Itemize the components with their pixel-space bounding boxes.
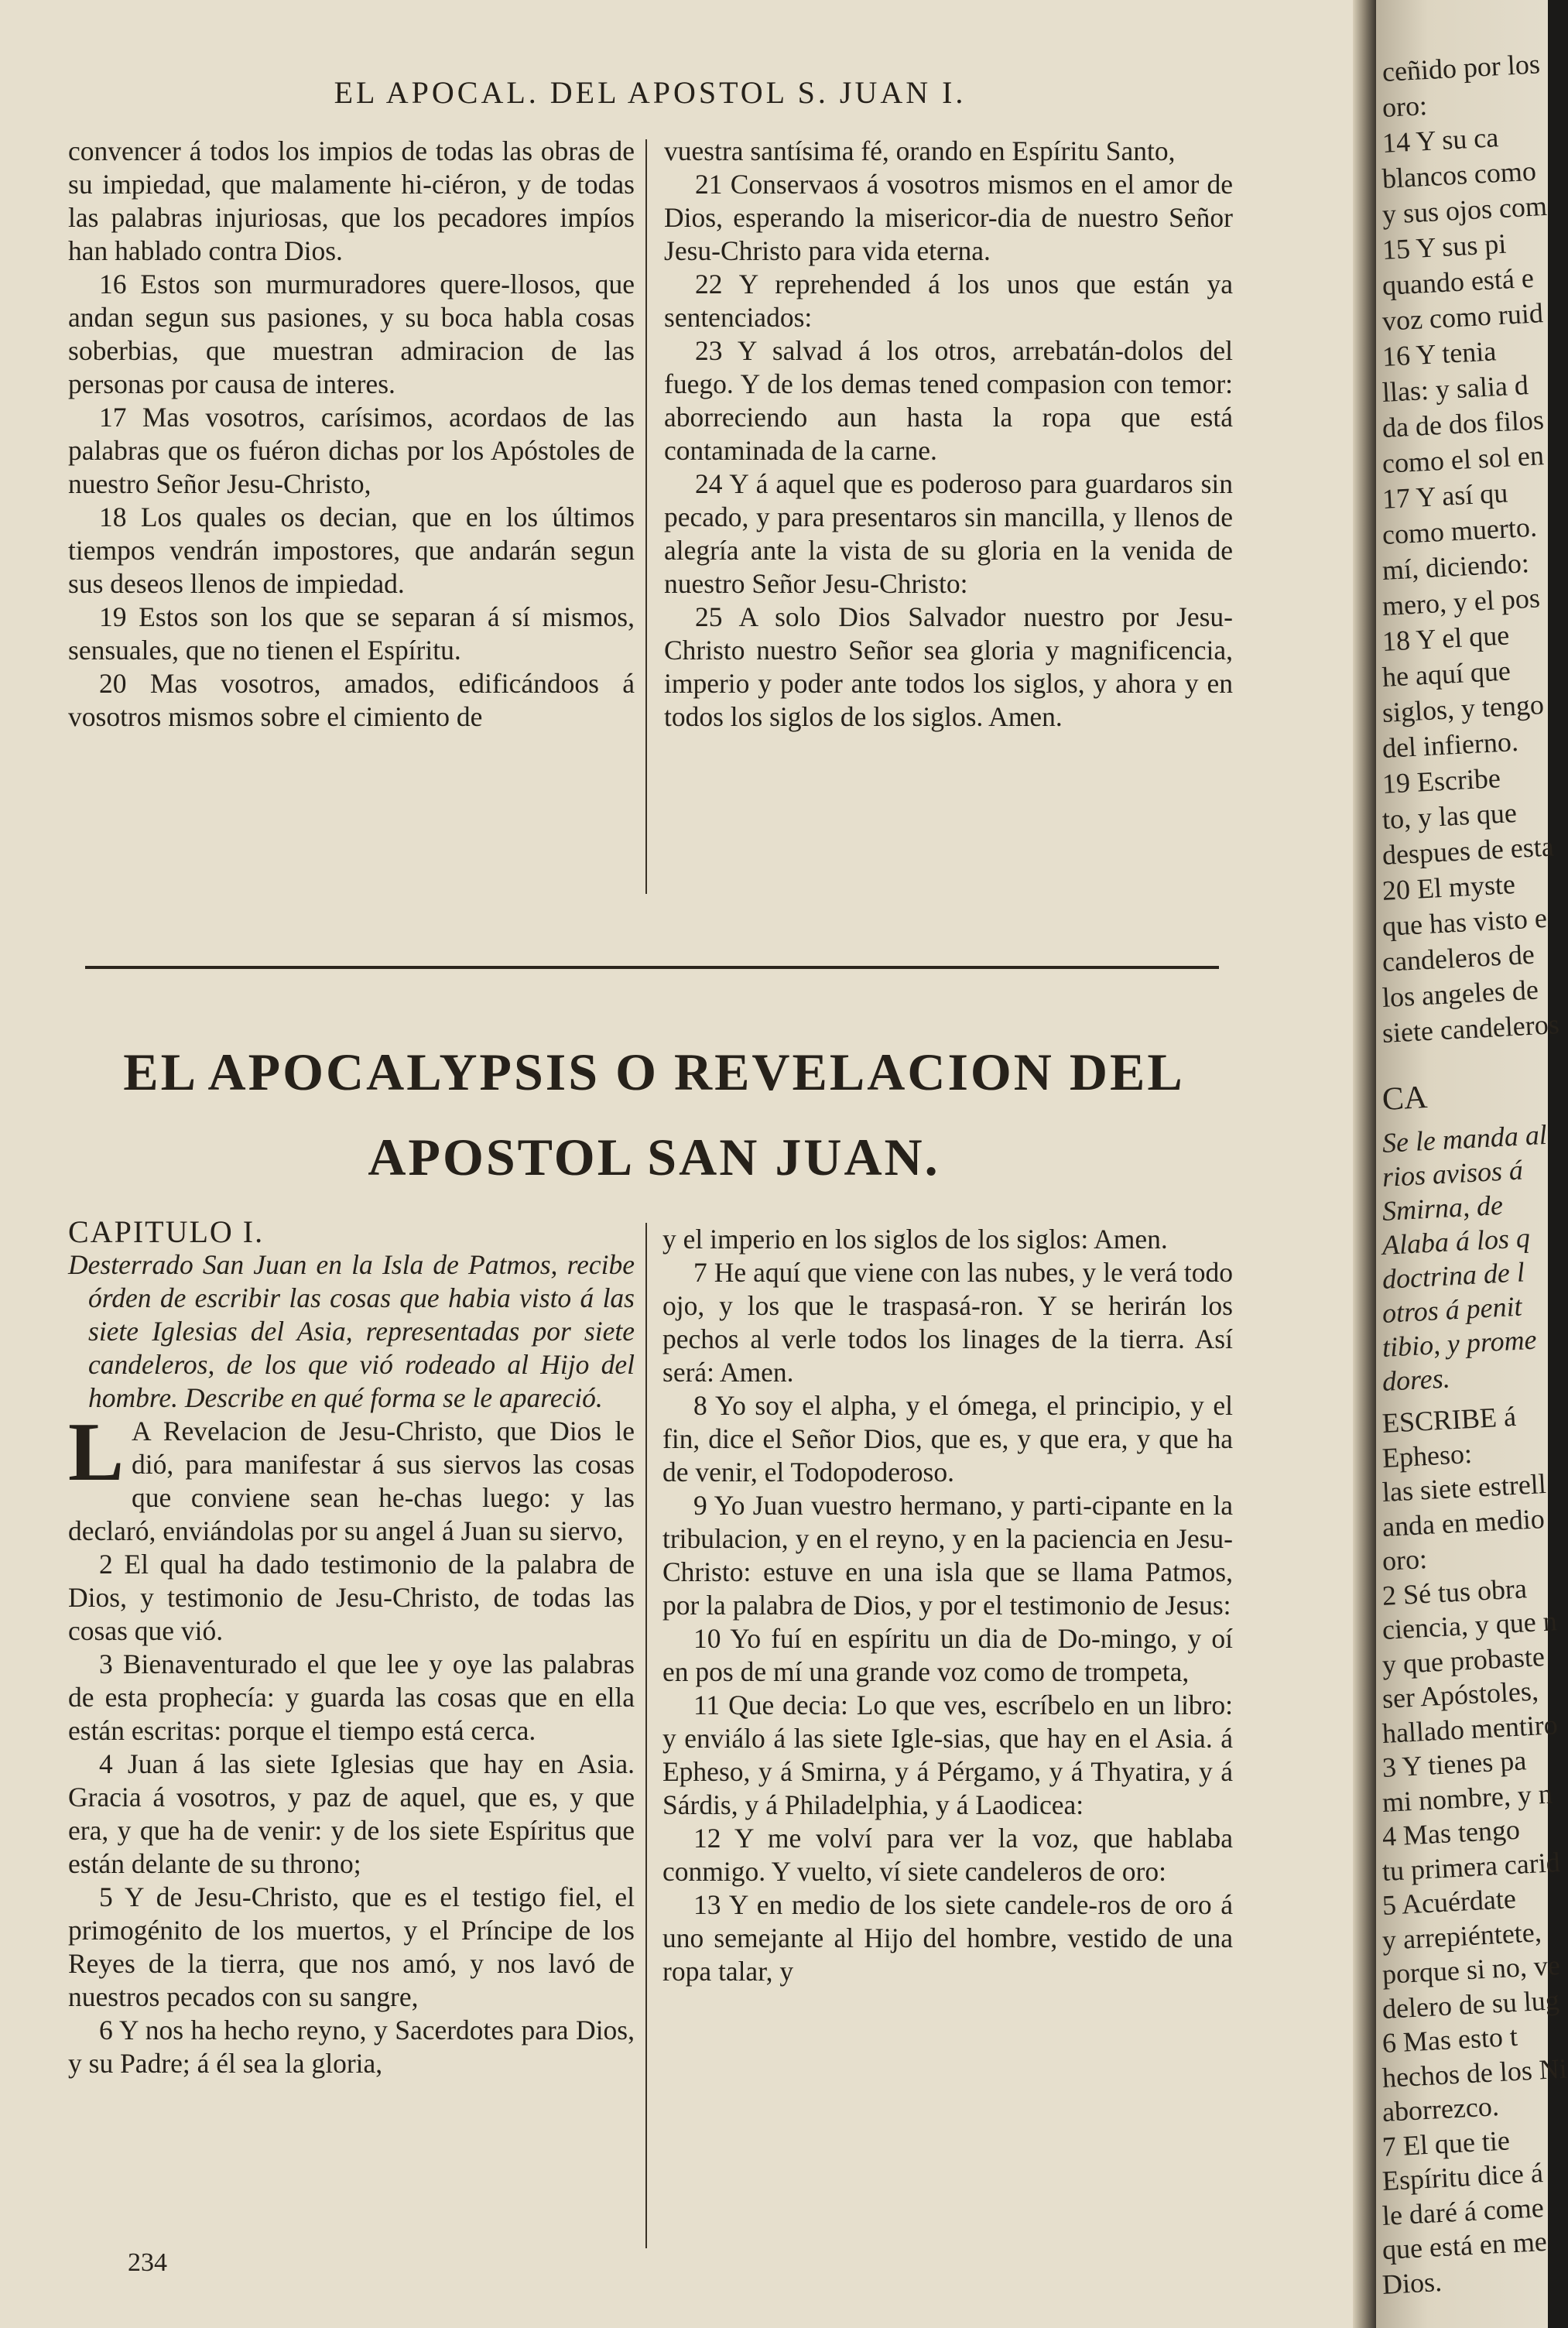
right-page-line: aborrezco. — [1381, 2090, 1500, 2128]
right-page-line: dores. — [1381, 1362, 1451, 1397]
right-page-line: que está en me — [1381, 2225, 1548, 2265]
right-page-line: tu primera carid — [1381, 1846, 1561, 1887]
verse-paragraph: 6 Y nos ha hecho reyno, y Sacerdotes para Dios, y su Padre; á él sea la gloria, — [68, 2015, 635, 2079]
right-page-line: candeleros de — [1381, 938, 1535, 977]
right-page-line: Se le manda al — [1381, 1118, 1548, 1159]
book-title-line: EL APOCALYPSIS O REVELACION DEL — [123, 1042, 1185, 1101]
right-page-line: hechos de los Ni — [1381, 2052, 1568, 2093]
right-page-line: mí, diciendo: — [1381, 547, 1530, 586]
verse-paragraph: 19 Estos son los que se separan á sí mismos, sensuales, que no tienen el Espíritu. — [68, 601, 635, 666]
right-page-line: y sus ojos com — [1381, 190, 1548, 230]
verse-paragraph: 18 Los quales os decian, que en los últimos tiempos vendrán impostores, que andarán segun sus deseos llenos de impiedad. — [68, 502, 635, 599]
right-page-line: anda en medio — [1381, 1502, 1546, 1542]
top-right-column — [664, 135, 1233, 734]
right-page-line: y que probaste — [1381, 1640, 1546, 1680]
book-title — [54, 1029, 1254, 1200]
verse-paragraph — [68, 1406, 635, 1548]
top-left-column — [68, 135, 635, 734]
right-page-line: 16 Y tenia — [1381, 335, 1498, 372]
right-page-line: 4 Mas tengo — [1381, 1813, 1521, 1852]
right-page-line: 3 Y tienes pa — [1381, 1744, 1528, 1783]
right-page-line: rios avisos á — [1381, 1154, 1524, 1193]
right-page-line: CA — [1381, 1079, 1429, 1118]
right-page-line: mero, y el pos — [1381, 582, 1541, 621]
right-page-line: otros á penit — [1381, 1290, 1523, 1329]
verse-paragraph: 3 Bienaventurado el que lee y oye las palabras de esta prophecía: y guarda las cosas que en ella están escritas: porque el tiempo está cerca. — [68, 1648, 635, 1746]
verse-paragraph: 10 Yo fuí en espíritu un dia de Do-mingo, y oí en pos de mí una grande voz como de trompeta, — [662, 1623, 1233, 1687]
verse-paragraph: vuestra santísima fé, orando en Espíritu Santo, — [664, 135, 1176, 166]
verse-paragraph: 8 Yo soy el alpha, y el ómega, el principio, y el fin, dice el Señor Dios, que es, y que era, y que ha de venir, el Todopoderoso. — [662, 1390, 1233, 1488]
right-page-line: ser Apóstoles, — [1381, 1675, 1539, 1714]
right-page-line: despues de esta — [1381, 830, 1555, 871]
right-page-line: que has visto e — [1381, 902, 1548, 942]
verse-paragraph: 11 Que decia: Lo que ves, escríbelo en un libro: y enviálo á las siete Igle-sias, que hay en el Asia. á Epheso, y á Smirna, y á Pérgamo, y á Thyatira, y á Sárdis, y á Philadelphia, y á Laodicea: — [662, 1690, 1233, 1820]
right-page-line: 7 El que tie — [1381, 2124, 1511, 2162]
book-gutter — [1353, 0, 1376, 2328]
right-page-line: quando está e — [1381, 262, 1535, 301]
bottom-right-column — [662, 1223, 1233, 1988]
right-page-line: doctrina de l — [1381, 1256, 1525, 1295]
book-title-line: APOSTOL SAN JUAN. — [368, 1128, 940, 1186]
column-divider — [645, 139, 647, 894]
verse-paragraph: 24 Y á aquel que es poderoso para guardaros sin pecado, y para presentaros sin mancilla, y llenos de alegría ante la vista de su gloria en la venida de nuestro Señor Jesu-Christo: — [664, 468, 1233, 599]
right-page-line: 6 Mas esto t — [1381, 2020, 1518, 2059]
right-page-line: le daré á come — [1381, 2191, 1545, 2231]
right-page-line: del infierno. — [1381, 725, 1519, 764]
right-page-line: voz como ruid — [1381, 297, 1544, 337]
verse-paragraph: y el imperio en los siglos de los siglos: Amen. — [662, 1224, 1168, 1255]
right-page-line: 18 Y el que — [1381, 619, 1511, 657]
page-number: 234 — [128, 2248, 167, 2277]
right-page-line: los angeles de — [1381, 974, 1539, 1013]
verse-paragraph: 12 Y me volví para ver la voz, que hablaba conmigo. Y vuelto, ví siete candeleros de oro: — [662, 1823, 1233, 1887]
right-page-line: ceñido por los — [1381, 48, 1541, 87]
right-page-line: he aquí que — [1381, 655, 1512, 693]
chapter-heading: CAPITULO I. — [68, 1214, 265, 1249]
right-page-line: 20 El myste — [1381, 868, 1516, 906]
verse-text: A Revelacion de Jesu-Christo, que Dios le dió, para manifestar á sus siervos las cosas que conviene sean he-chas luego: y las declaró, enviándolas por su angel á Juan su siervo, — [68, 1416, 635, 1546]
verse-paragraph: 5 Y de Jesu-Christo, que es el testigo fiel, el primogénito de los muertos, y el Príncipe de los Reyes de la tierra, que nos amó, y nos lavó de nuestros pecados con su sangre, — [68, 1881, 635, 2012]
right-page-line: porque si no, ve — [1381, 1949, 1561, 1990]
section-divider — [85, 966, 1219, 969]
verse-paragraph: 20 Mas vosotros, amados, edificándoos á vosotros mismos sobre el cimiento de — [68, 668, 635, 732]
bottom-left-column — [68, 1215, 635, 2080]
verse-paragraph: 21 Conservaos á vosotros mismos en el amor de Dios, esperando la misericor-dia de nuestro Señor Jesu-Christo para vida eterna. — [664, 169, 1233, 266]
right-page-line: ciencia, y que n — [1381, 1605, 1558, 1645]
right-page-line: Epheso: — [1381, 1437, 1473, 1474]
verse-paragraph: 23 Y salvad á los otros, arrebatán-dolos del fuego. Y de los demas tened compasion con temor: aborreciendo aun hasta la ropa que está contaminada de la carne. — [664, 335, 1233, 466]
right-page-line: hallado mentiro — [1381, 1708, 1559, 1749]
column-divider — [645, 1223, 647, 2248]
running-head: EL APOCAL. DEL APOSTOL S. JUAN I. — [334, 75, 967, 110]
right-page-line: como el sol en — [1381, 440, 1545, 479]
verse-paragraph: 7 He aquí que viene con las nubes, y le verá todo ojo, y los que le traspasá-ron. Y se herirán los pechos al verle todos los linages de la tierra. Así será: Amen. — [662, 1257, 1233, 1388]
right-page-line: oro: — [1381, 1542, 1428, 1577]
right-page-line: mi nombre, y n — [1381, 1778, 1553, 1818]
right-page-line: siete candeleros — [1381, 1008, 1560, 1049]
right-page-line: 14 Y su ca — [1381, 122, 1500, 159]
right-page-line: blancos como — [1381, 155, 1537, 194]
verse-paragraph: 2 El qual ha dado testimonio de la palabra de Dios, y testimonio de Jesu-Christo, de todas las cosas que vió. — [68, 1549, 635, 1646]
right-page-line: delero de su lug — [1381, 1984, 1560, 2025]
verse-paragraph: 9 Yo Juan vuestro hermano, y parti-cipante en la tribulacion, y en el reyno, y en la paciencia en Jesu-Christo: estuve en una isla que se llama Patmos, por la palabra de Dios, y por el testimonio de Jesus: — [662, 1490, 1233, 1621]
verse-paragraph: 4 Juan á las siete Iglesias que hay en Asia. Gracia á vosotros, y paz de aquel, que es, y que era, y que ha de venir: y de los siete Espíritus que están delante de su throno; — [68, 1748, 635, 1879]
right-page-line: 5 Acuérdate — [1381, 1882, 1517, 1921]
right-page-line: ESCRIBE á — [1381, 1400, 1517, 1439]
right-page-line: y arrepiéntete, — [1381, 1915, 1542, 1956]
right-page-line: 2 Sé tus obra — [1381, 1572, 1528, 1611]
right-page-line: como muerto. — [1381, 511, 1538, 550]
right-page-line: Alaba á los q — [1381, 1222, 1531, 1261]
right-page-line: oro: — [1381, 89, 1428, 123]
right-page-line: siglos, y tengo — [1381, 689, 1545, 728]
right-page-line: 15 Y sus pi — [1381, 228, 1508, 265]
verse-paragraph: 17 Mas vosotros, carísimos, acordaos de las palabras que os fuéron dichas por los Apóstoles de nuestro Señor Jesu-Christo, — [68, 402, 635, 499]
verse-paragraph: convencer á todos los impios de todas las obras de su impiedad, que malamente hi-ciéron, y de todas las palabras injuriosas, que los pecadores impíos han hablado contra Dios. — [68, 135, 635, 266]
right-page-line: da de dos filos — [1381, 404, 1545, 443]
right-page-line: 19 Escribe — [1381, 762, 1501, 799]
right-page-line: las siete estrell — [1381, 1467, 1547, 1508]
right-page-line: Espíritu dice á — [1381, 2157, 1544, 2196]
verse-paragraph: 25 A solo Dios Salvador nuestro por Jesu-Christo nuestro Señor sea gloria y magnificencia, imperio y poder ante todos los siglos, y ahora y en todos los siglos de los siglos. Amen. — [664, 601, 1233, 732]
right-page-line: to, y las que — [1381, 796, 1518, 835]
right-page-line: Dios. — [1381, 2265, 1443, 2300]
verse-paragraph: 16 Estos son murmuradores quere-llosos, que andan segun sus pasiones, y su boca habla cosas soberbias, que muestran admiracion de las personas por causa de interes. — [68, 269, 635, 399]
chapter-summary: Desterrado San Juan en la Isla de Patmos, recibe órden de escribir las cosas que habia visto á las siete Iglesias del Asia, representadas por siete candeleros, de los que vió rodeado al Hijo del hombre. Describe en qué forma se le apareció. — [68, 1249, 635, 1413]
right-page-line: Smirna, de — [1381, 1189, 1504, 1227]
right-page-line: 17 Y así qu — [1381, 477, 1509, 515]
drop-cap: L — [68, 1406, 125, 1498]
verse-paragraph: 13 Y en medio de los siete candele-ros de oro á uno semejante al Hijo del hombre, vestido de una ropa talar, y — [662, 1889, 1233, 1987]
verse-paragraph: 22 Y reprehended á los unos que están ya sentenciados: — [664, 269, 1233, 333]
right-page-line: llas: y salia d — [1381, 369, 1529, 408]
right-page-line: tibio, y prome — [1381, 1323, 1538, 1363]
